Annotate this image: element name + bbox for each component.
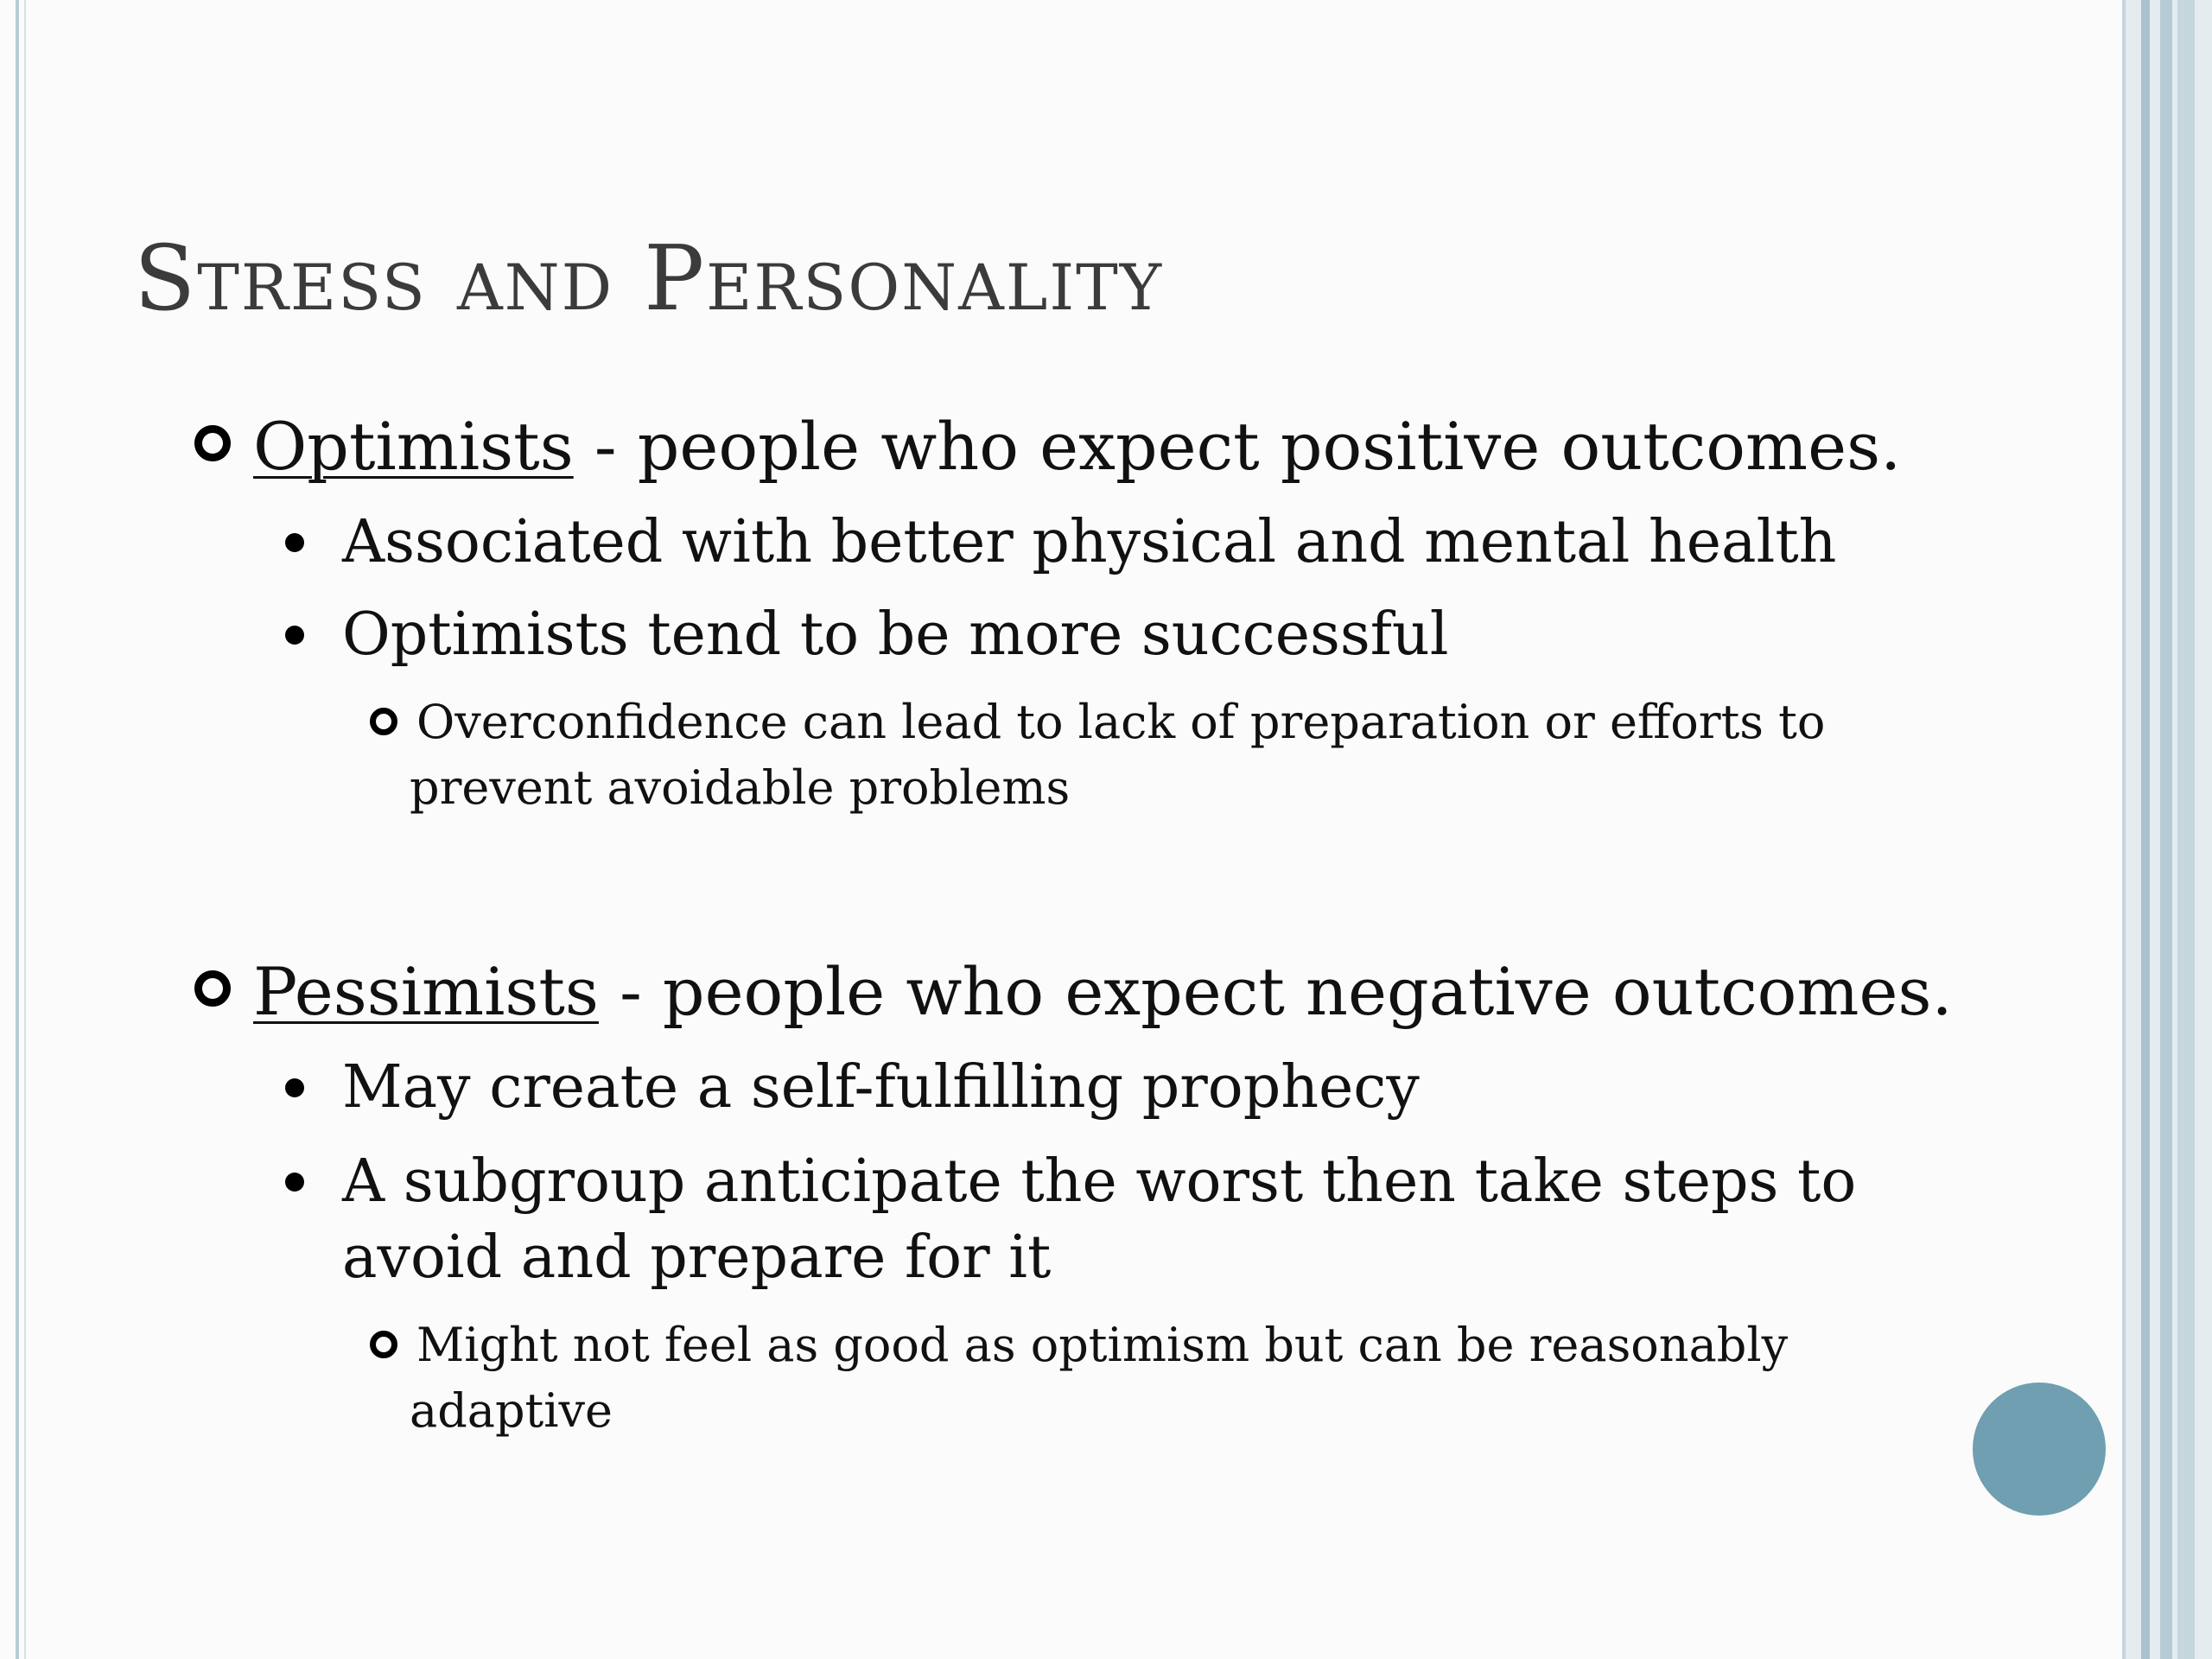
bullet-dot-icon [285, 1173, 304, 1192]
term-optimists: Optimists [253, 408, 574, 485]
bullet-dot-icon [285, 533, 304, 552]
point-optimists-success: Optimists tend to be more successful [342, 601, 1449, 669]
bullet-dot-icon [285, 1078, 304, 1097]
right-border-line-2 [2141, 0, 2150, 1659]
definition-optimists: - people who expect positive outcomes. [573, 408, 1902, 485]
subpoint-optimists-overconfidence: Overconfidence can lead to lack of preparation or efforts to prevent avoidable problems [410, 695, 1826, 815]
point-optimists-health: Associated with better physical and mental health [342, 508, 1837, 576]
point-pessimists-subgroup: A subgroup anticipate the worst then take steps to avoid and prepare for it [342, 1147, 1857, 1292]
left-border-line-inner [24, 0, 26, 1659]
term-pessimists: Pessimists [253, 953, 599, 1030]
subpoint-pessimists-adaptive: Might not feel as good as optimism but can be reasonably adaptive [410, 1318, 1789, 1438]
left-border-line [16, 0, 19, 1659]
right-border-line-4 [2177, 0, 2195, 1659]
definition-pessimists: - people who expect negative outcomes. [598, 953, 1953, 1030]
ring-bullet-icon [194, 425, 231, 461]
accent-circle-decoration [1973, 1382, 2106, 1516]
section-heading-optimists [253, 408, 1901, 486]
ring-bullet-icon [194, 970, 231, 1007]
bullet-dot-icon [285, 626, 304, 645]
right-border-line-3 [2160, 0, 2172, 1659]
slide-title: Stress and Personality [134, 226, 1164, 331]
section-heading-pessimists [253, 953, 1953, 1031]
ring-bullet-icon [370, 1331, 397, 1358]
right-border-line-1 [2122, 0, 2126, 1659]
point-pessimists-prophecy: May create a self-fulfilling prophecy [342, 1053, 1420, 1122]
ring-bullet-icon [370, 708, 397, 735]
